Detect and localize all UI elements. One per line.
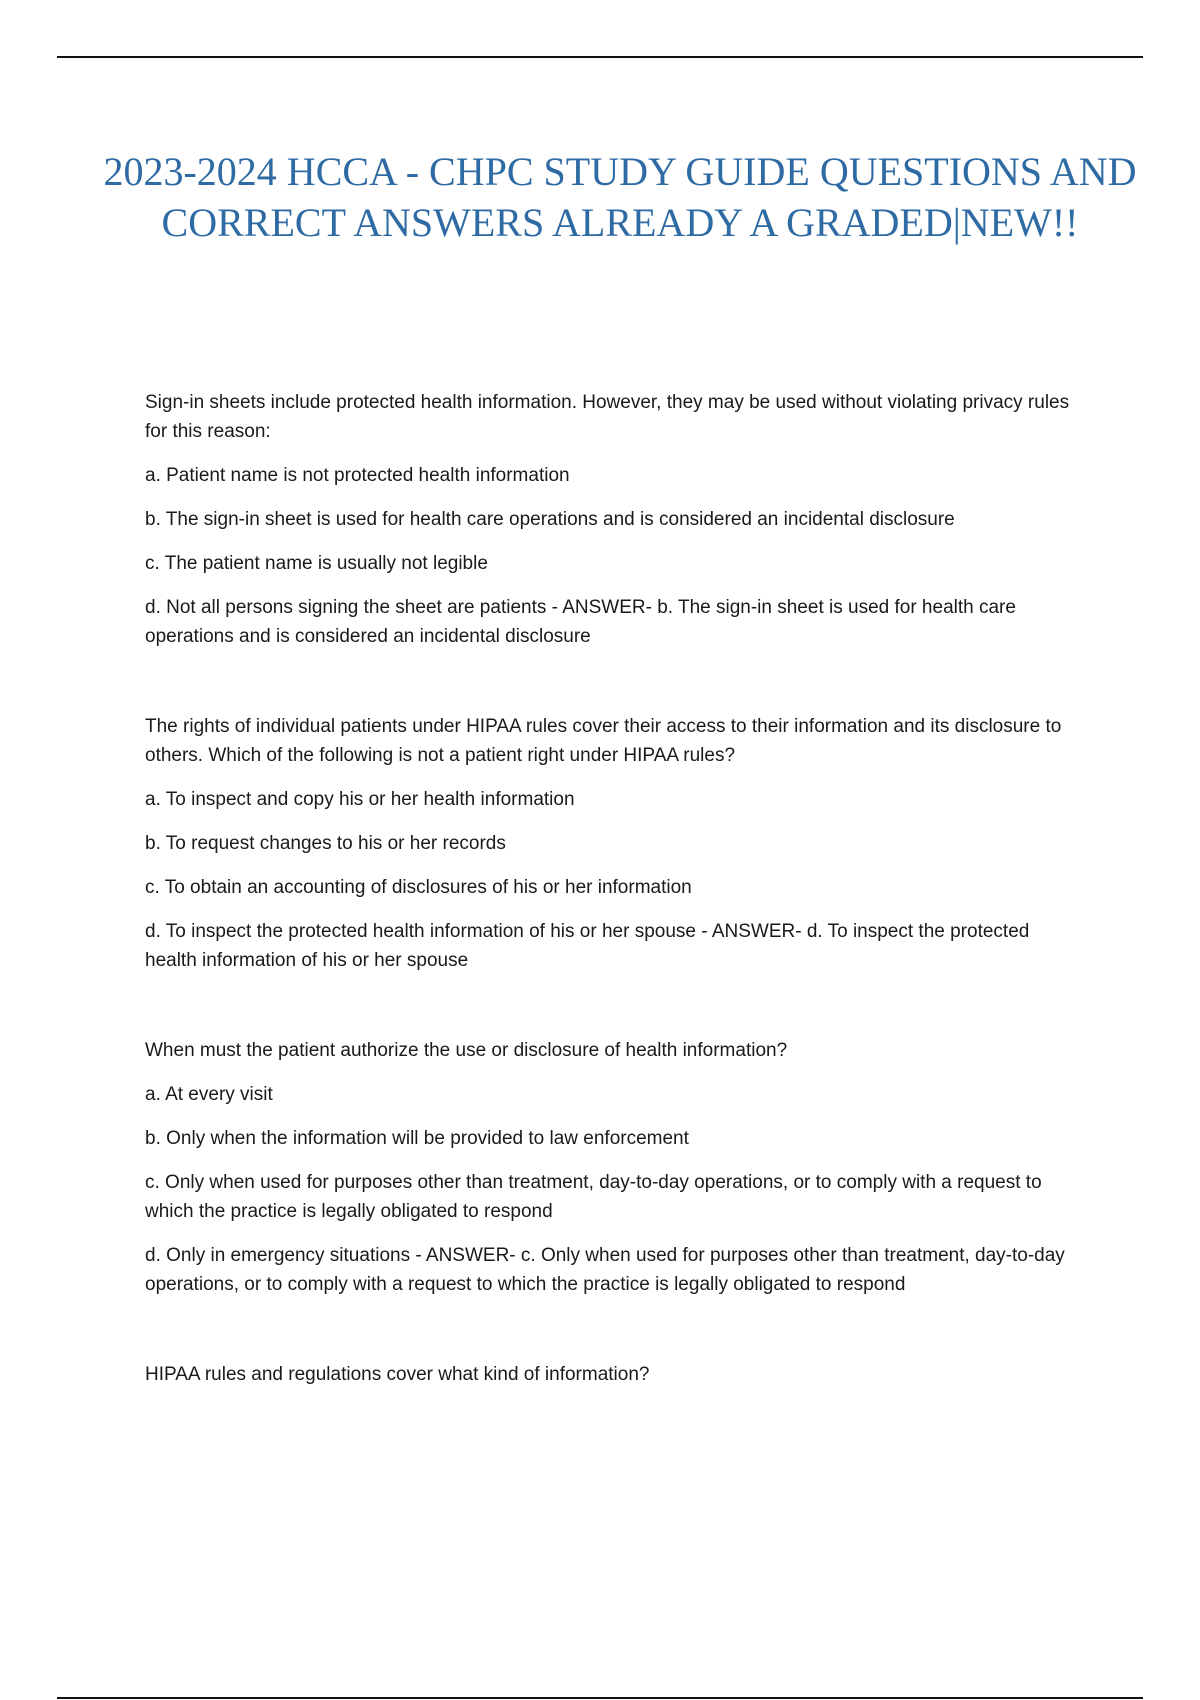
answer-option: b. The sign-in sheet is used for health care operations and is considered an incidental disclosure: [145, 509, 955, 530]
question-stem: Sign-in sheets include protected health information. However, they may be used without violating privacy rules for this reason:: [145, 392, 1070, 442]
question-list: [145, 388, 1080, 1450]
answer-option: c. To obtain an accounting of disclosures of his or her information: [145, 877, 692, 898]
header-rule: [57, 56, 1143, 58]
answer-option: b. Only when the information will be provided to law enforcement: [145, 1128, 689, 1149]
answer-option: c. The patient name is usually not legible: [145, 553, 488, 574]
answer-option: a. To inspect and copy his or her health information: [145, 789, 575, 810]
question-block: [145, 712, 1080, 975]
answer-option: a. At every visit: [145, 1084, 273, 1105]
answer-option: a. Patient name is not protected health information: [145, 465, 570, 486]
question-block: [145, 1360, 1080, 1389]
footer-rule: [57, 1697, 1143, 1699]
answer-option: c. Only when used for purposes other than treatment, day-to-day operations, or to comply with a request to which the practice is legally obligated to respond: [145, 1172, 1042, 1222]
answer-option: d. Not all persons signing the sheet are patients - ANSWER- b. The sign-in sheet is used for health care operations and is considered an incidental disclosure: [145, 597, 1016, 647]
question-block: [145, 1036, 1080, 1299]
question-stem: When must the patient authorize the use or disclosure of health information?: [145, 1040, 788, 1061]
answer-option: d. To inspect the protected health information of his or her spouse - ANSWER- d. To inspect the protected health information of his or her spouse: [145, 921, 1030, 971]
question-block: [145, 388, 1080, 651]
question-stem: HIPAA rules and regulations cover what kind of information?: [145, 1364, 650, 1385]
document-title: 2023-2024 HCCA - CHPC STUDY GUIDE QUESTIONS AND CORRECT ANSWERS ALREADY A GRADED|NEW!!: [103, 149, 1137, 245]
answer-option: d. Only in emergency situations - ANSWER- c. Only when used for purposes other than treatment, day-to-day operations, or to comply with a request to which the practice is legally obligated to respond: [145, 1245, 1065, 1295]
answer-option: b. To request changes to his or her records: [145, 833, 506, 854]
question-stem: The rights of individual patients under HIPAA rules cover their access to their information and its disclosure to others. Which of the following is not a patient right under HIPAA rules?: [145, 716, 1062, 766]
